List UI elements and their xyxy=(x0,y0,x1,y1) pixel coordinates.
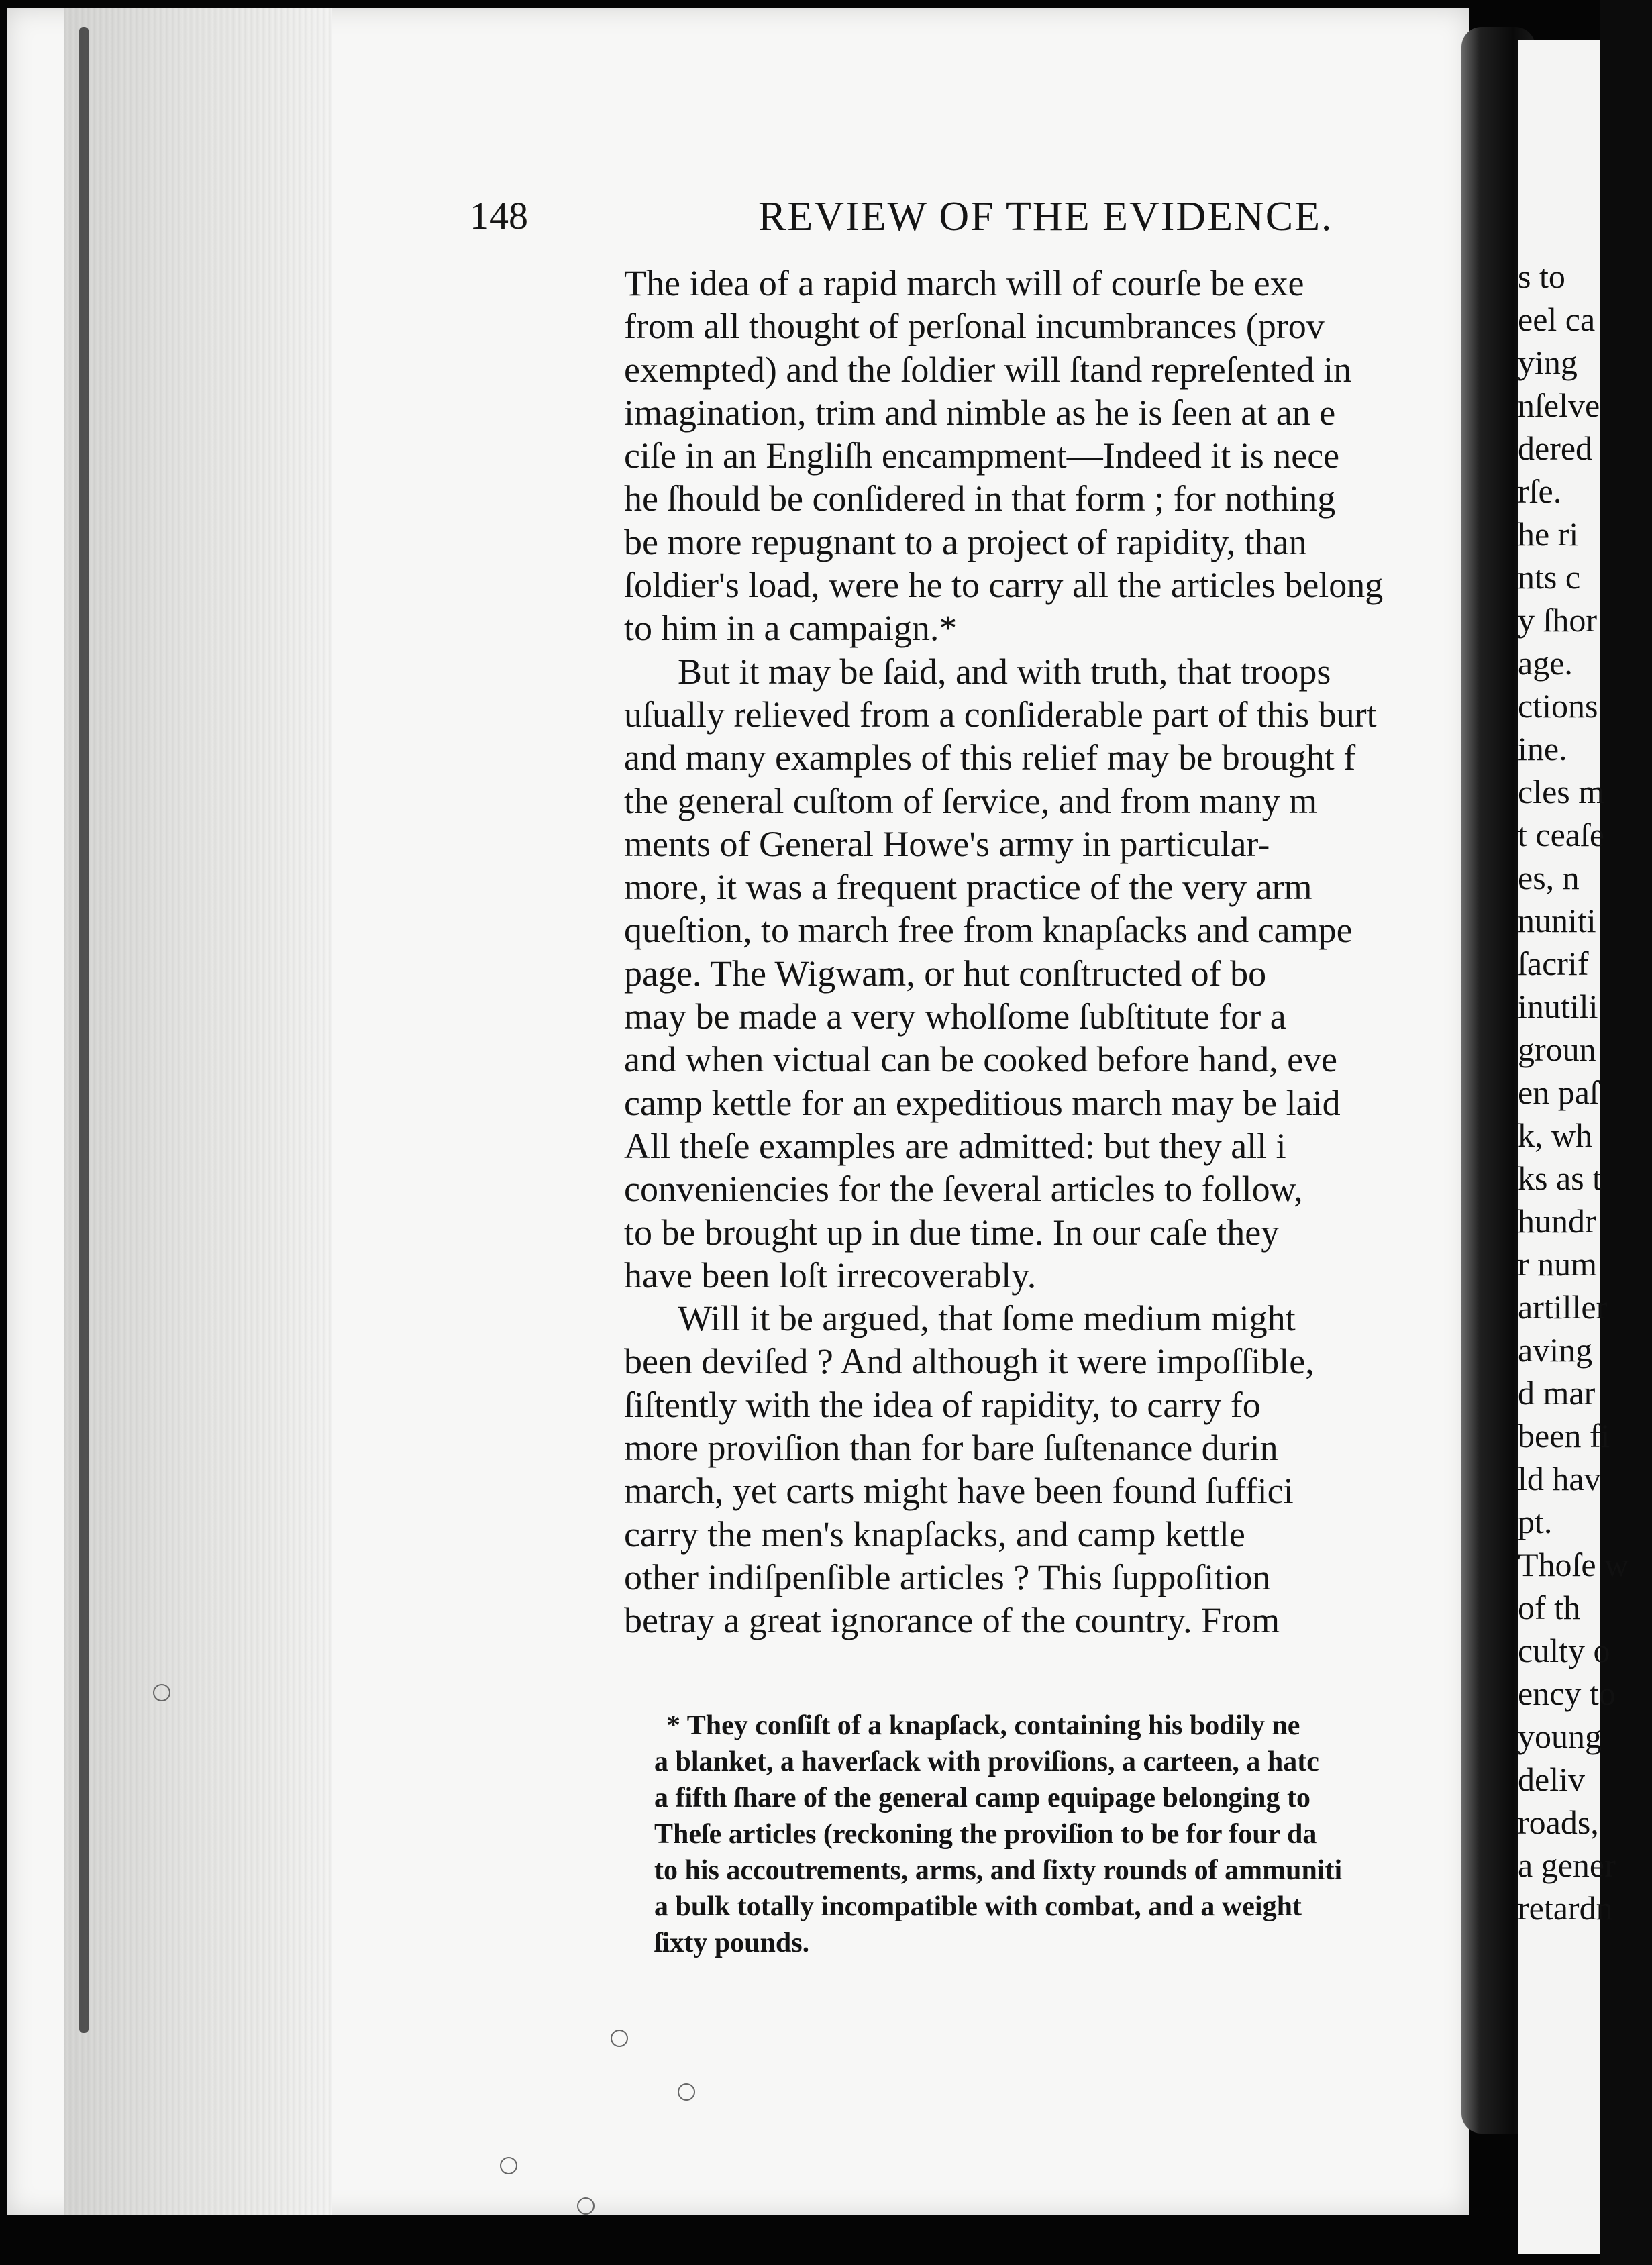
paper-speck xyxy=(153,1684,170,1701)
footnote-line: to his accoutrements, arms, and ſixty rounds of ammuniti xyxy=(654,1855,1343,1886)
right-page-fragment: nuniti xyxy=(1518,902,1596,939)
body-line: conveniencies for the ſeveral articles to follow, xyxy=(624,1169,1303,1210)
body-line: been deviſed ? And although it were impoſſible, xyxy=(624,1341,1314,1382)
right-page-edge xyxy=(1518,40,1629,2254)
body-line: The idea of a rapid march will of courſe be exe xyxy=(624,263,1304,303)
right-page-fragment: nts c xyxy=(1518,558,1581,596)
right-page-fragment: en paſ xyxy=(1518,1073,1599,1111)
right-page-fragment: artiller xyxy=(1518,1288,1608,1326)
right-page-fragment: ld hav xyxy=(1518,1460,1601,1497)
body-line: queſtion, to march free from knapſacks and campe xyxy=(624,910,1353,951)
right-page-fragment: pt. xyxy=(1518,1503,1553,1540)
body-line: ſoldier's load, were he to carry all the articles belong xyxy=(624,565,1384,606)
footnote-line: a blanket, a haverſack with proviſions, a carteen, a hatc xyxy=(654,1746,1319,1777)
right-page-fragment: aving xyxy=(1518,1331,1593,1369)
body-line: more proviſion than for bare ſuſtenance durin xyxy=(624,1428,1278,1469)
paper-speck xyxy=(678,2083,695,2101)
running-head: REVIEW OF THE EVIDENCE. xyxy=(758,194,1333,240)
body-line: uſually relieved from a conſiderable part of this burt xyxy=(624,694,1377,735)
right-page-fragment: es, n xyxy=(1518,859,1580,896)
body-line: the general cuſtom of ſervice, and from many m xyxy=(624,780,1318,821)
body-line: But it may be ſaid, and with truth, that troops xyxy=(678,651,1331,692)
right-page-fragment: ſacrif xyxy=(1518,945,1589,982)
body-line: imagination, trim and nimble as he is ſeen at an e xyxy=(624,392,1336,433)
right-page-fragment: cles m xyxy=(1518,773,1605,810)
paper-speck xyxy=(577,2197,595,2215)
gutter-shadow-line xyxy=(79,27,89,2033)
right-page-fragment: retardn xyxy=(1518,1889,1613,1927)
body-line: to be brought up in due time. In our caſe they xyxy=(624,1212,1280,1253)
body-line: ments of General Howe's army in particular- xyxy=(624,823,1270,864)
body-line: betray a great ignorance of the country. From xyxy=(624,1600,1280,1641)
right-page-fragment: Thoſe w xyxy=(1518,1546,1629,1583)
page-number: 148 xyxy=(470,194,528,238)
right-page-fragment: age. xyxy=(1518,644,1573,682)
right-page-fragment: ine. xyxy=(1518,730,1567,768)
footnote-line: ſixty pounds. xyxy=(654,1928,810,1958)
body-line: and when victual can be cooked before hand, eve xyxy=(624,1039,1338,1080)
right-page-fragment: r num xyxy=(1518,1245,1598,1283)
right-page-fragment: t ceaſe xyxy=(1518,816,1605,853)
right-page-fragment: ency to xyxy=(1518,1675,1616,1712)
right-page-fragment: ying xyxy=(1518,344,1578,381)
body-line: other indiſpenſible articles ? This ſuppoſition xyxy=(624,1557,1271,1597)
right-page-fragment: y ſhor xyxy=(1518,601,1598,639)
right-page-fragment: k, wh xyxy=(1518,1116,1593,1154)
footnote-line: Theſe articles (reckoning the proviſion to be for four da xyxy=(654,1819,1317,1850)
body-text xyxy=(624,262,1463,1704)
right-page-fragment: nſelve xyxy=(1518,386,1600,424)
paper-speck xyxy=(500,2157,517,2174)
page-gutter xyxy=(64,8,332,2215)
body-line: ciſe in an Engliſh encampment—Indeed it is nece xyxy=(624,435,1340,476)
body-line: from all thought of perſonal incumbrances (prov xyxy=(624,306,1325,347)
right-page-fragment: groun xyxy=(1518,1031,1596,1068)
body-line: page. The Wigwam, or hut conſtructed of bo xyxy=(624,953,1267,994)
paper-speck xyxy=(611,2030,628,2047)
right-page-fragment: hundr xyxy=(1518,1202,1596,1240)
right-page-fragment: ks as t xyxy=(1518,1159,1602,1197)
right-page-fragment: eel ca xyxy=(1518,301,1596,338)
right-page-fragment: s to xyxy=(1518,258,1565,295)
right-page-fragment: d mar xyxy=(1518,1374,1596,1412)
right-page-fragment: inutili xyxy=(1518,988,1598,1025)
right-page-fragment: deliv xyxy=(1518,1760,1585,1798)
right-page-fragment: culty o xyxy=(1518,1632,1610,1669)
footnote-line: a bulk totally incompatible with combat, and a weight xyxy=(654,1891,1302,1922)
footnote xyxy=(654,1707,1466,1976)
right-page-fragment: of th xyxy=(1518,1589,1581,1626)
body-line: ſiſtently with the idea of rapidity, to carry fo xyxy=(624,1384,1261,1425)
body-line: be more repugnant to a project of rapidity, than xyxy=(624,521,1307,562)
footnote-line: * They conſiſt of a knapſack, containing his bodily ne xyxy=(666,1710,1300,1741)
right-page-fragment: young xyxy=(1518,1718,1602,1755)
right-page-fragment: a gener xyxy=(1518,1846,1616,1884)
right-page-fragment: roads, xyxy=(1518,1803,1599,1841)
body-line: and many examples of this relief may be brought f xyxy=(624,737,1356,778)
right-page-fragment: rſe. xyxy=(1518,472,1562,510)
right-page-fragment: dered xyxy=(1518,429,1593,467)
body-line: have been loſt irrecoverably. xyxy=(624,1255,1037,1296)
body-line: may be made a very wholſome ſubſtitute for a xyxy=(624,996,1286,1037)
body-line: carry the men's knapſacks, and camp kettle xyxy=(624,1514,1245,1555)
right-page-fragment: ctions xyxy=(1518,687,1598,725)
body-line: All theſe examples are admitted: but they all i xyxy=(624,1125,1286,1166)
body-line: to him in a campaign.* xyxy=(624,608,958,649)
body-line: exempted) and the ſoldier will ſtand repreſented in xyxy=(624,349,1352,390)
footnote-line: a fifth ſhare of the general camp equipage belonging to xyxy=(654,1783,1311,1813)
right-page-fragment: he ri xyxy=(1518,515,1579,553)
body-line: more, it was a frequent practice of the very arm xyxy=(624,867,1312,908)
body-line: Will it be argued, that ſome medium might xyxy=(678,1298,1296,1339)
right-page-fragment: been fi xyxy=(1518,1417,1610,1455)
body-line: he ſhould be conſidered in that form ; for nothing xyxy=(624,478,1336,519)
body-line: camp kettle for an expeditious march may be laid xyxy=(624,1082,1341,1123)
page-header xyxy=(470,193,1409,247)
body-line: march, yet carts might have been found ſuffici xyxy=(624,1471,1294,1512)
